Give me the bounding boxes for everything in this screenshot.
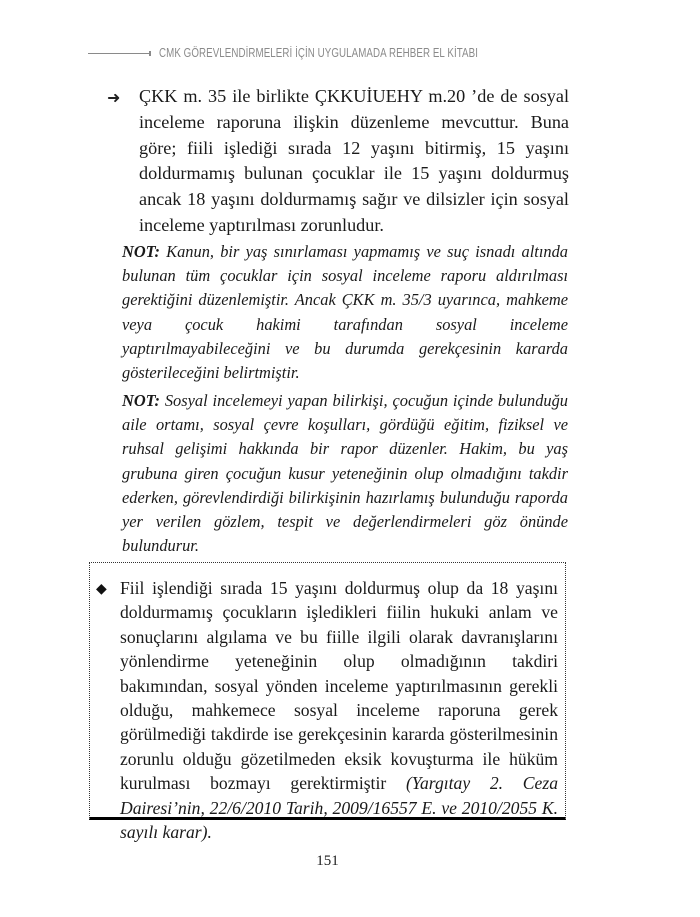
arrow-icon: ➜ — [107, 88, 121, 107]
court-decision-box — [89, 562, 566, 843]
note-label: NOT: — [122, 242, 160, 261]
page-number: 151 — [316, 853, 339, 869]
note-text: Kanun, bir yaş sınırlaması yapmamış ve suç isnadı altında bulunan tüm çocuklar için sosyal inceleme raporu aldırılması gerektiğini düzenlemiştir. Ancak ÇKK m. 35/3 uyarınca, mahkeme veya çocuk hakimi tarafından sosyal inceleme yaptırılmayabileceğini ve bu durumda gerekçesinin kararda gösterileceğini belirtmiştir. — [122, 242, 568, 383]
court-decision-content — [96, 576, 562, 844]
header-square-marker — [149, 51, 151, 56]
note-label: NOT: — [122, 391, 160, 410]
running-header — [88, 43, 568, 63]
decision-citation: (Yargıtay 2. Ceza Dairesi’nin, 22/6/2010 Tarih, 2009/16557 E. ve 2010/2055 K. sayılı karar). — [120, 773, 558, 843]
header-rule — [88, 53, 149, 54]
note-paragraph-1 — [122, 240, 568, 385]
diamond-icon: ◆ — [96, 581, 107, 597]
bullet-text: ÇKK m. 35 ile birlikte ÇKKUİUEHY m.20 ’de de sosyal inceleme raporuna ilişkin düzenleme mevcuttur. Buna göre; fiili işlediği sırada 12 yaşını bitirmiş, 15 yaşını doldurmamış bulunan çocuklar ile 15 yaşını doldurmuş ancak 18 yaşını doldurmamış sağır ve dilsizler için sosyal inceleme yaptırılması zorunludur. — [139, 86, 569, 235]
decision-body: Fiil işlendiği sırada 15 yaşını doldurmuş olup da 18 yaşını doldurmamış çocukların işledikleri fiilin hukuki anlam ve sonuçlarını algılama ve bu fiille ilgili olarak davranışlarını yönlendirme yeteneğinin olup olmadığının takdiri bakımından, sosyal yönden inceleme yaptırılmasının gerekli olduğu, mahkemece sosyal inceleme raporuna gerek görülmediği takdirde ise gerekçesinin kararda gösterilmesinin zorunlu olduğu gözetilmeden eksik kovuşturma ile hüküm kurulması bozmayı gerektirmiştir — [120, 578, 558, 794]
note-text: Sosyal incelemeyi yapan bilirkişi, çocuğun içinde bulunduğu aile ortamı, sosyal çevre koşulları, gördüğü eğitim, fiziksel ve ruhsal gelişimi hakkında bir rapor düzenler. Hakim, bu yaş grubuna giren çocuğun kusur yeteneğinin olup olmadığını takdir ederken, görevlendirdiği bilirkişinin hazırlamış bulunduğu raporda yer verilen gözlem, tespit ve değerlendirmeleri göz önünde bulundurur. — [122, 391, 568, 556]
arrow-bullet-paragraph — [107, 84, 569, 239]
note-paragraph-2 — [122, 389, 568, 558]
court-decision-text — [120, 576, 558, 844]
book-title: CMK GÖREVLENDİRMELERİ İÇİN UYGULAMADA REHBER EL KİTABI — [159, 46, 479, 60]
